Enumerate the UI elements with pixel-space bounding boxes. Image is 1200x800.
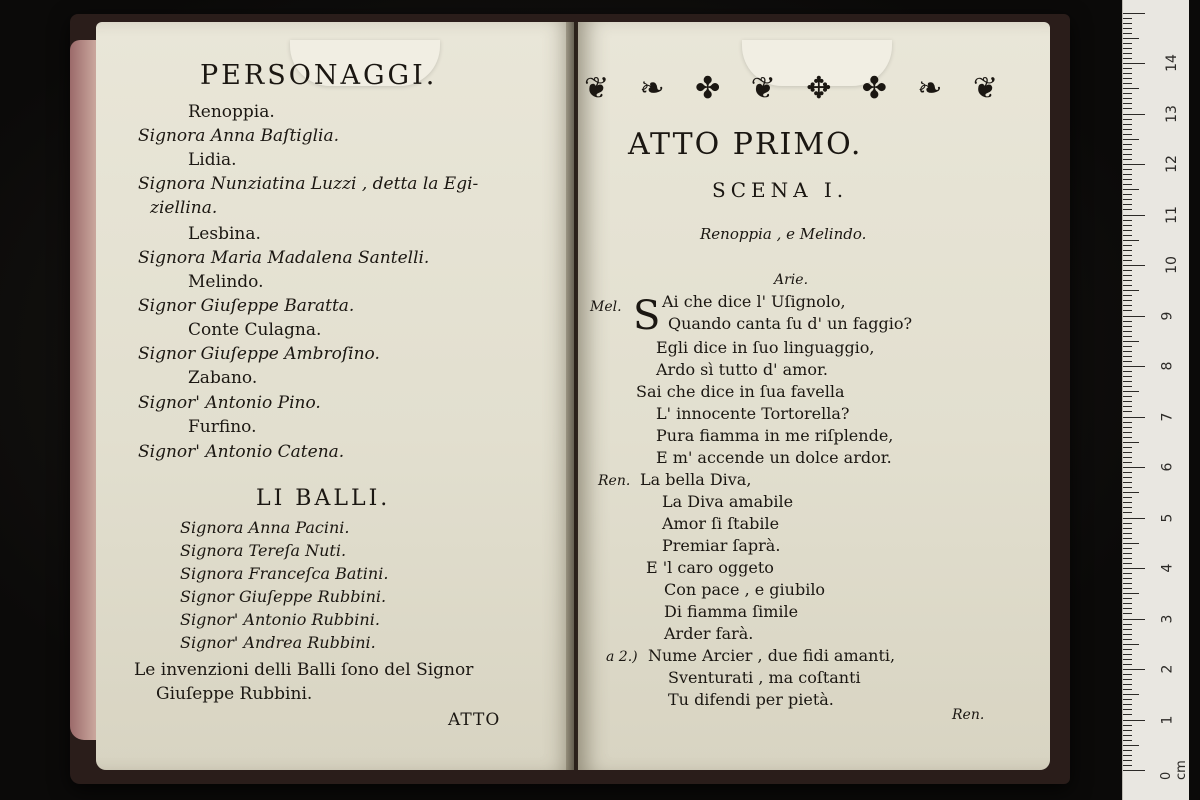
- ruler-tick: [1123, 714, 1132, 715]
- ruler-tick: [1123, 538, 1132, 539]
- fleuron-icon: ✤: [695, 70, 719, 106]
- verse-line: Di fiamma ſimile: [664, 602, 799, 621]
- dancer-name: Signora Anna Pacini.: [180, 518, 350, 537]
- ruler-tick: [1123, 119, 1132, 120]
- verse-line: Sventurati , ma coſtanti: [668, 668, 861, 687]
- ruler-tick: [1123, 108, 1132, 109]
- ruler-tick: [1123, 78, 1132, 79]
- ruler-number: 13: [1163, 104, 1180, 123]
- ruler-tick: [1123, 472, 1132, 473]
- ruler-tick: [1123, 169, 1132, 170]
- role-name: Conte Culagna.: [188, 320, 322, 340]
- ruler-tick: [1123, 73, 1132, 74]
- ruler-tick: [1123, 235, 1132, 236]
- dancer-name: Signora Franceſca Batini.: [180, 564, 389, 583]
- ruler-tick: [1123, 58, 1132, 59]
- role-name: Lesbina.: [188, 224, 261, 244]
- ruler-tick: [1123, 13, 1145, 14]
- ruler-tick: [1123, 164, 1145, 165]
- ruler-tick: [1123, 351, 1132, 352]
- ruler-tick: [1123, 406, 1132, 407]
- ruler-tick: [1123, 326, 1132, 327]
- aria-label: Arie.: [774, 272, 809, 288]
- dancer-name: Signor' Antonio Rubbini.: [180, 610, 380, 629]
- ruler-number: 2: [1159, 664, 1176, 674]
- ruler-tick: [1123, 215, 1145, 216]
- ruler-tick: [1123, 492, 1139, 493]
- verse-line: Quando canta ſu d' un faggio?: [668, 314, 913, 333]
- ruler-tick: [1123, 507, 1132, 508]
- ruler-tick: [1123, 366, 1145, 367]
- ruler-tick: [1123, 63, 1145, 64]
- ruler-tick: [1123, 699, 1132, 700]
- actor-name: Signor Giuſeppe Ambroſino.: [138, 344, 380, 364]
- ruler-tick: [1123, 649, 1132, 650]
- ruler-tick: [1123, 280, 1132, 281]
- ruler-tick: [1123, 336, 1132, 337]
- verse-line: Nume Arcier , due fidi amanti,: [648, 646, 896, 665]
- ruler-tick: [1123, 639, 1132, 640]
- ruler-tick: [1123, 427, 1132, 428]
- ruler-tick: [1123, 43, 1132, 44]
- ruler-number: 14: [1163, 54, 1180, 72]
- ruler-tick: [1123, 684, 1132, 685]
- ruler-tick: [1123, 245, 1132, 246]
- ruler-tick: [1123, 543, 1139, 544]
- ruler-tick: [1123, 250, 1132, 251]
- ruler-tick: [1123, 174, 1132, 175]
- catchword: ATTO: [448, 710, 501, 730]
- ruler-tick: [1123, 593, 1139, 594]
- ruler-tick: [1123, 487, 1132, 488]
- personaggi-heading: PERSONAGGI.: [200, 60, 438, 91]
- ruler-tick: [1123, 432, 1132, 433]
- ruler-tick: [1123, 199, 1132, 200]
- verse-line: Arder farà.: [664, 624, 754, 643]
- role-name: Renoppia.: [188, 102, 275, 122]
- actor-name: Signora Nunziatina Luzzi , detta la Egi-: [138, 174, 479, 194]
- fleuron-icon: ❦: [584, 70, 608, 106]
- ruler-tick: [1123, 502, 1132, 503]
- ruler-tick: [1123, 103, 1132, 104]
- printer-ornament-band: [584, 66, 996, 110]
- verse-line: Ai che dice l' Uſignolo,: [662, 292, 846, 311]
- actor-name: Signor' Antonio Pino.: [138, 393, 321, 413]
- ruler-number: 6: [1159, 462, 1176, 472]
- ruler-tick: [1123, 629, 1132, 630]
- ruler-tick: [1123, 28, 1132, 29]
- ruler-tick: [1123, 583, 1132, 584]
- ruler-tick: [1123, 548, 1132, 549]
- ruler-tick: [1123, 260, 1132, 261]
- ruler-tick: [1123, 139, 1139, 140]
- ruler-tick: [1123, 310, 1132, 311]
- ruler-tick: [1123, 619, 1145, 620]
- ruler-tick: [1123, 220, 1132, 221]
- ruler-tick: [1123, 144, 1132, 145]
- verse-line: Con pace , e giubilo: [664, 580, 826, 599]
- fleuron-icon: ❦: [972, 70, 996, 106]
- ruler-tick: [1123, 255, 1132, 256]
- ruler-tick: [1123, 482, 1132, 483]
- ruler-tick: [1123, 184, 1132, 185]
- ruler-tick: [1123, 270, 1132, 271]
- verse-line: Pura fiamma in me riſplende,: [656, 426, 894, 445]
- ruler-tick: [1123, 376, 1132, 377]
- ruler-tick: [1123, 563, 1132, 564]
- ruler-tick: [1123, 467, 1145, 468]
- ruler-tick: [1123, 38, 1139, 39]
- ruler-tick: [1123, 523, 1132, 524]
- ruler-tick: [1123, 134, 1132, 135]
- ruler-tick: [1123, 290, 1139, 291]
- actor-name-continuation: ziellina.: [150, 198, 218, 218]
- ruler-tick: [1123, 316, 1145, 317]
- actor-name: Signora Anna Baſtiglia.: [138, 126, 340, 146]
- ruler-tick: [1123, 285, 1132, 286]
- scene-characters: Renoppia , e Melindo.: [700, 225, 867, 243]
- ruler-tick: [1123, 654, 1132, 655]
- role-name: Melindo.: [188, 272, 264, 292]
- ruler-tick: [1123, 689, 1132, 690]
- ruler-tick: [1123, 644, 1139, 645]
- ruler-tick: [1123, 149, 1132, 150]
- ruler-tick: [1123, 341, 1139, 342]
- left-page: [96, 22, 574, 770]
- ruler-tick: [1123, 497, 1132, 498]
- speaker-label: Ren.: [598, 473, 631, 489]
- ruler-tick: [1123, 275, 1132, 276]
- fleuron-icon: ✥: [806, 70, 830, 106]
- speaker-label: Mel.: [590, 299, 622, 315]
- ruler-tick: [1123, 669, 1145, 670]
- measuring-ruler: [1122, 0, 1189, 800]
- role-name: Zabano.: [188, 368, 258, 388]
- speaker-label: a 2.): [606, 649, 638, 665]
- ruler-tick: [1123, 725, 1132, 726]
- ruler-tick: [1123, 679, 1132, 680]
- ruler-number: 7: [1159, 412, 1176, 421]
- ruler-tick: [1123, 457, 1132, 458]
- role-name: Furfino.: [188, 417, 257, 437]
- ruler-number: 1: [1159, 715, 1176, 724]
- ruler-number: 12: [1163, 155, 1180, 173]
- ruler-tick: [1123, 83, 1132, 84]
- ruler-tick: [1123, 386, 1132, 387]
- ruler-tick: [1123, 664, 1132, 665]
- ruler-tick: [1123, 659, 1132, 660]
- ruler-tick: [1123, 553, 1132, 554]
- ruler-tick: [1123, 598, 1132, 599]
- ruler-tick: [1123, 755, 1132, 756]
- ruler-number: 10: [1163, 256, 1180, 274]
- ruler-tick: [1123, 735, 1132, 736]
- ruler-tick: [1123, 129, 1132, 130]
- ruler-tick: [1123, 411, 1132, 412]
- ruler-tick: [1123, 573, 1132, 574]
- ruler-tick: [1123, 265, 1145, 266]
- verse-line: E m' accende un dolce ardor.: [656, 448, 892, 467]
- ruler-tick: [1123, 98, 1132, 99]
- ruler-tick: [1123, 68, 1132, 69]
- li-balli-heading: LI BALLI.: [256, 486, 391, 511]
- ruler-tick: [1123, 608, 1132, 609]
- ruler-tick: [1123, 730, 1132, 731]
- ruler-tick: [1123, 603, 1132, 604]
- ruler-tick: [1123, 48, 1132, 49]
- verse-line: Tu difendi per pietà.: [668, 690, 834, 709]
- ruler-tick: [1123, 720, 1145, 721]
- verse-line: Amor ſi ſtabile: [662, 514, 780, 533]
- actor-name: Signora Maria Madalena Santelli.: [138, 248, 430, 268]
- ruler-tick: [1123, 295, 1132, 296]
- ruler-tick: [1123, 225, 1132, 226]
- ruler-tick: [1123, 745, 1139, 746]
- ruler-tick: [1123, 437, 1132, 438]
- ruler-tick: [1123, 356, 1132, 357]
- ruler-tick: [1123, 568, 1145, 569]
- verse-line: L' innocente Tortorella?: [656, 404, 850, 423]
- ruler-tick: [1123, 124, 1132, 125]
- ruler-tick: [1123, 578, 1132, 579]
- ruler-tick: [1123, 634, 1132, 635]
- ruler-tick: [1123, 18, 1132, 19]
- ruler-tick: [1123, 179, 1132, 180]
- ruler-tick: [1123, 189, 1139, 190]
- ruler-number: 11: [1163, 205, 1180, 224]
- ruler-tick: [1123, 154, 1132, 155]
- verse-line: E 'l caro oggeto: [646, 558, 774, 577]
- ruler-tick: [1123, 694, 1139, 695]
- fleuron-icon: ✤: [861, 70, 885, 106]
- verse-line: Egli dice in ſuo linguaggio,: [656, 338, 875, 357]
- act-title: ATTO PRIMO.: [628, 127, 863, 162]
- verse-line: Premiar ſaprà.: [662, 536, 781, 555]
- ruler-tick: [1123, 624, 1132, 625]
- ruler-tick: [1123, 528, 1132, 529]
- ruler-tick: [1123, 760, 1132, 761]
- ruler-tick: [1123, 114, 1145, 115]
- ruler-tick: [1123, 674, 1132, 675]
- ruler-tick: [1123, 512, 1132, 513]
- verse-line: Ardo sì tutto d' amor.: [656, 360, 828, 379]
- ruler-tick: [1123, 417, 1145, 418]
- ruler-tick: [1123, 321, 1132, 322]
- ruler-tick: [1123, 462, 1132, 463]
- verse-line: La Diva amabile: [662, 492, 794, 511]
- ruler-tick: [1123, 53, 1132, 54]
- ruler-tick: [1123, 240, 1139, 241]
- ruler-tick: [1123, 613, 1132, 614]
- fleuron-icon: ❦: [750, 70, 774, 106]
- fleuron-icon: ❧: [639, 70, 663, 106]
- ruler-tick: [1123, 305, 1132, 306]
- role-name: Lidia.: [188, 150, 237, 170]
- ruler-tick: [1123, 331, 1132, 332]
- verse-line: Sai che dice in ſua favella: [636, 382, 845, 401]
- ruler-tick: [1123, 709, 1132, 710]
- ruler-number: 5: [1159, 513, 1176, 522]
- ruler-tick: [1123, 88, 1139, 89]
- fleuron-icon: ❧: [917, 70, 941, 106]
- ruler-tick: [1123, 346, 1132, 347]
- ruler-tick: [1123, 361, 1132, 362]
- ruler-tick: [1123, 396, 1132, 397]
- ruler-tick: [1123, 381, 1132, 382]
- scene-title: SCENA I.: [712, 178, 849, 202]
- ruler-tick: [1123, 401, 1132, 402]
- ruler-tick: [1123, 452, 1132, 453]
- ruler-unit-label: 0 cm: [1159, 760, 1189, 780]
- ruler-tick: [1123, 533, 1132, 534]
- dancer-name: Signor' Andrea Rubbini.: [180, 633, 376, 652]
- ruler-tick: [1123, 159, 1132, 160]
- catchword: Ren.: [952, 707, 985, 723]
- ruler-tick: [1123, 558, 1132, 559]
- drop-cap: S: [633, 293, 661, 339]
- ballet-credit-line: Giuſeppe Rubbini.: [156, 684, 313, 704]
- ruler-tick: [1123, 750, 1132, 751]
- ruler-tick: [1123, 194, 1132, 195]
- ruler-number: 9: [1159, 311, 1176, 320]
- ruler-number: 3: [1159, 614, 1176, 623]
- ruler-tick: [1123, 204, 1132, 205]
- ruler-tick: [1123, 209, 1132, 210]
- ruler-number: 8: [1159, 361, 1176, 371]
- ruler-tick: [1123, 588, 1132, 589]
- actor-name: Signor Giuſeppe Baratta.: [138, 296, 355, 316]
- ruler-tick: [1123, 765, 1132, 766]
- ballet-credit-line: Le invenzioni delli Balli ſono del Signor: [134, 660, 474, 680]
- ruler-tick: [1123, 23, 1132, 24]
- ruler-tick: [1123, 300, 1132, 301]
- dancer-name: Signora Tereſa Nuti.: [180, 541, 347, 560]
- ruler-tick: [1123, 93, 1132, 94]
- ruler-tick: [1123, 477, 1132, 478]
- ruler-tick: [1123, 447, 1132, 448]
- actor-name: Signor' Antonio Catena.: [138, 442, 345, 462]
- ruler-tick: [1123, 518, 1145, 519]
- ruler-tick: [1123, 740, 1132, 741]
- dancer-name: Signor Giuſeppe Rubbini.: [180, 587, 387, 606]
- ruler-number: 4: [1159, 563, 1176, 573]
- ruler-tick: [1123, 442, 1139, 443]
- ruler-tick: [1123, 230, 1132, 231]
- ruler-tick: [1123, 770, 1145, 771]
- ruler-tick: [1123, 33, 1132, 34]
- ruler-tick: [1123, 704, 1132, 705]
- verse-line: La bella Diva,: [640, 470, 752, 489]
- ruler-tick: [1123, 391, 1139, 392]
- ruler-tick: [1123, 422, 1132, 423]
- ruler-tick: [1123, 371, 1132, 372]
